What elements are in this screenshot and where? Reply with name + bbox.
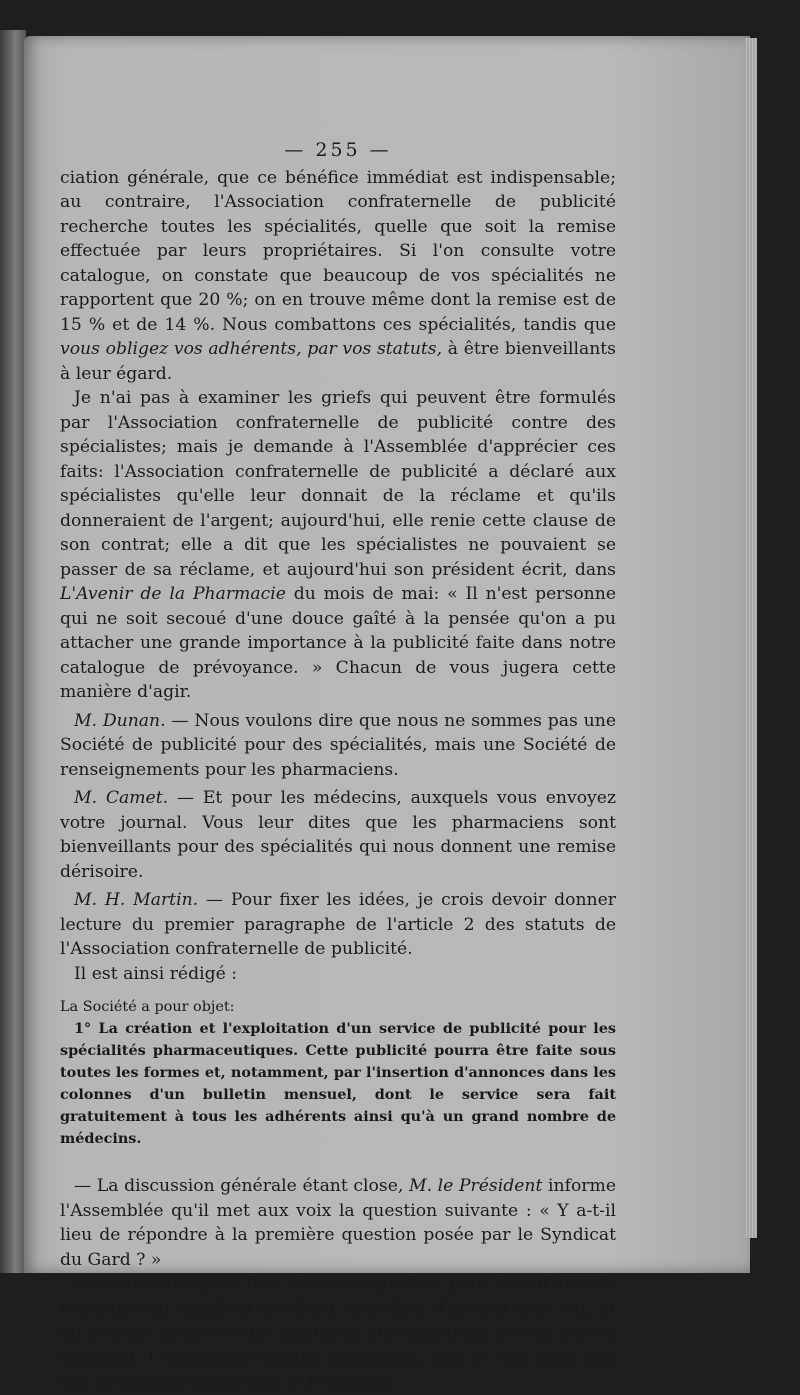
- closing-lead: — La discussion générale étant close,: [74, 1176, 409, 1196]
- closing-tail: informe l'Assemblée qu'il met aux voix la question suivante : « Y a-t-il lieu de répondre à la première question posée par le Syndicat du Gard ? »: [60, 1176, 616, 1270]
- paragraph-tail: du mois de mai: « Il n'est personne qui ne soit secoué d'une douce gaîté à la pensée qu'on a pu attacher une grande importance à la publicité faite dans notre catalogue de prévoyance. » Chacun de vous jugera cette manière d'agir.: [60, 584, 616, 702]
- speaker-name: M. le Président: [408, 1176, 543, 1196]
- closing-paragraph-2: [60, 1272, 616, 1395]
- paragraph-text: Je n'ai pas à examiner les griefs qui peuvent être formulés par l'Association confraternelle de publicité contre des spécialistes; mais je demande à l'Assemblée d'apprécier ces faits: l'Association confraternelle de publicité a déclaré aux spécialistes qu'elle leur donnait de la réclame et qu'ils donneraient de l'argent; aujourd'hui, elle renie cette clause de son contrat; elle a dit que les spécialistes ne pouvaient se passer de sa réclame, et aujourd'hui son président écrit, dans: [60, 388, 616, 580]
- paragraph-text: ciation générale, que ce bénéfice immédiat est indispensable; au contraire, l'Association confraternelle de publicité recherche toutes les spécialités, quelle que soit la remise effectuée par leurs propriétaires. Si l'on consulte votre catalogue, on constate que beaucoup de vos spécialités ne rapportent que 20 %; on en trouve même dont la remise est de 15 % et de 14 %. Nous combattons ces spécialités, tandis que: [60, 167, 616, 335]
- paragraph-1: [60, 166, 616, 387]
- facing-page-edge: [0, 30, 26, 1273]
- speaker-name: M. H. Martin.: [74, 890, 199, 910]
- paragraph-2: [60, 386, 616, 705]
- paragraph-italic: vous obligez vos adhérents, par vos statuts,: [60, 339, 443, 359]
- speech-text: — Pour fixer les idées, je crois devoir donner lecture du premier paragraphe de l'article 2 des statuts de l'Association confraternelle de publicité.: [60, 890, 616, 959]
- speaker-name: Plusieurs délégués: [74, 1274, 240, 1294]
- speech-dunan: [60, 709, 616, 783]
- closing-tail: font observer que l'on peut être d'avis de répondre au Syndicat du Gard sans être d'accord avec lui, et qu'on peut proposer des additions aux questions posées par ce Syndicat; l'Assemblée décide, cependant, que le vote aura lieu sur la question posée par le Président.: [60, 1274, 616, 1392]
- page-text: [60, 138, 616, 1395]
- speech-martin: [60, 888, 616, 962]
- page-stack-edge: [745, 38, 757, 1238]
- speaker-name: M. Dunan.: [74, 710, 166, 731]
- paragraph-tail: à être bienveillants à leur égard.: [60, 339, 616, 384]
- closing-paragraph-1: [60, 1174, 616, 1272]
- speech-text: — Et pour les médecins, auxquels vous envoyez votre journal. Vous leur dites que les pharmaciens sont bienveillants pour des spécialités qui nous donnent une remise dérisoire.: [60, 788, 616, 882]
- quote-intro: La Société a pour objet:: [60, 999, 235, 1015]
- paragraph-redige: Il est ainsi rédigé :: [74, 963, 238, 984]
- page-number: — 255 —: [284, 139, 392, 161]
- speech-camet: [60, 786, 616, 884]
- speaker-name: M. Camet.: [74, 788, 169, 808]
- journal-title: L'Avenir de la Pharmacie: [60, 584, 286, 604]
- quote-item: 1° La création et l'exploitation d'un service de publicité pour les spécialités pharmaceutiques. Cette publicité pourra être faite sous toutes les formes et, notamment, par l'insertion d'annonces dans les colonnes d'un bulletin mensuel, dont le service sera fait gratuitement à tous les adhérents ainsi qu'à un grand nombre de médecins.: [60, 1020, 616, 1147]
- speech-text: — Nous voulons dire que nous ne sommes pas une Société de publicité pour des spécialités, mais une Société de renseignements pour les pharmaciens.: [60, 710, 616, 780]
